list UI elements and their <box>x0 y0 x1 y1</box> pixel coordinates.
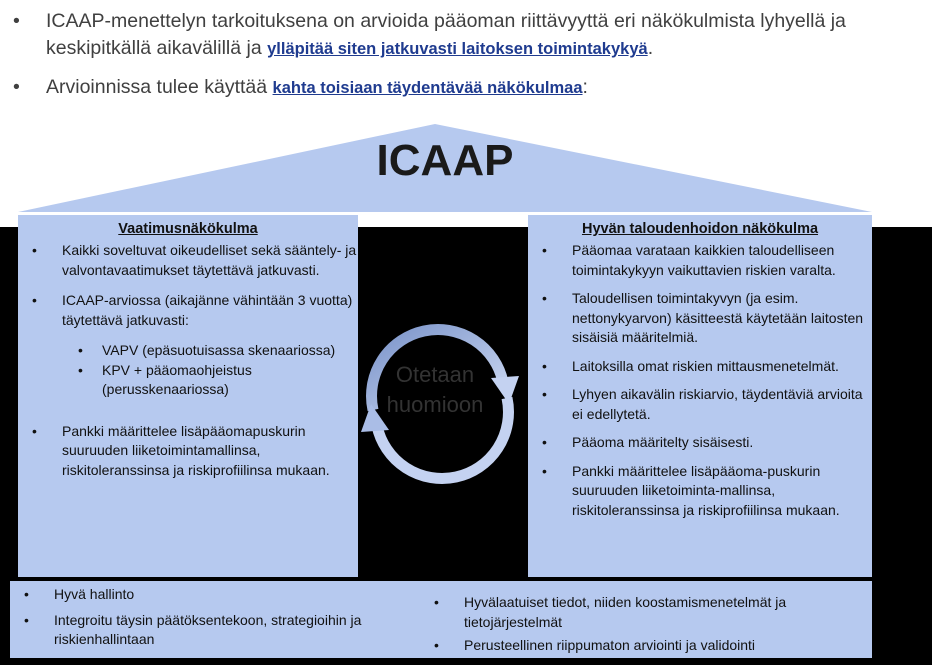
left-item: • ICAAP-arviossa (aikajänne vähintään 3 vuotta) täytettävä jatkuvasti: <box>18 291 358 330</box>
left-item: • Kaikki soveltuvat oikeudelliset sekä sääntely- ja valvontavaatimukset täytettävä jatkuvasti. <box>18 241 358 280</box>
right-item: • Pääomaa varataan kaikkien taloudelliseen toimintakykyyn vaikuttavien riskien varalta. <box>528 241 872 280</box>
bottom-panel <box>10 581 872 658</box>
left-item: • Pankki määrittelee lisäpääomapuskurin suuruuden liiketoimintamallinsa, riskitoleranssinsa ja riskiprofiilinsa mukaan. <box>18 422 358 481</box>
icaap-title: ICAAP <box>376 136 514 185</box>
intro-bullet-1-link[interactable]: ylläpitää siten jatkuvasti laitoksen toimintakykyä <box>267 40 648 58</box>
cycle-label-line-1: Otetaan <box>395 362 475 387</box>
right-item: • Pääoma määritelty sisäisesti. <box>528 433 872 453</box>
intro-bullet-2: • Arvioinnissa tulee käyttää kahta toisiaan täydentävää näkökulmaa: <box>13 76 588 98</box>
cycle-label <box>370 360 500 420</box>
cycle-label-line-2: huomioon <box>386 392 484 417</box>
left-panel <box>18 215 358 577</box>
left-subitem: • KPV + pääomaohjeistus (perusskenaariossa) <box>18 361 358 400</box>
bottom-left-item: • Integroitu täysin päätöksentekoon, strategioihin ja riskienhallintaan <box>10 611 370 650</box>
intro-bullet-1-text: ICAAP-menettelyn tarkoituksena on arvioida pääoman riittävyyttä eri näkökulmista lyhyellä ja keskipitkällä aikavälillä ja <box>46 10 846 59</box>
bottom-right-item: • Hyvälaatuiset tiedot, niiden koostamismenetelmät ja tietojärjestelmät <box>420 593 860 632</box>
left-subitem: • VAPV (epäsuotuisassa skenaariossa) <box>18 341 358 361</box>
right-item: • Laitoksilla omat riskien mittausmenetelmät. <box>528 357 872 377</box>
intro-bullet-1: • ICAAP-menettelyn tarkoituksena on arvioida pääoman riittävyyttä eri näkökulmista lyhyellä ja keskipitkällä aikavälillä ja ylläpitää siten jatkuvasti laitoksen toimintakykyä. <box>13 10 846 59</box>
bottom-right-item: • Perusteellinen riippumaton arviointi ja validointi <box>420 636 860 656</box>
right-panel-heading: Hyvän taloudenhoidon näkökulma <box>581 221 819 237</box>
intro-bullet-2-link[interactable]: kahta toisiaan täydentävää näkökulmaa <box>272 79 583 97</box>
left-panel-heading: Vaatimusnäkökulma <box>118 221 258 237</box>
right-item: • Lyhyen aikavälin riskiarvio, täydentäviä arvioita ei edellytetä. <box>528 385 872 424</box>
right-panel <box>528 215 872 577</box>
right-item: • Pankki määrittelee lisäpääoma-puskurin suuruuden liiketoiminta-mallinsa, riskitoleranssinsa ja riskiprofiilinsa mukaan. <box>528 462 872 521</box>
bottom-left-item: • Hyvä hallinto <box>10 585 370 605</box>
right-item: • Taloudellisen toimintakyvyn (ja esim. nettonykyarvon) käsitteestä käytetään laitosten sisäisiä määritelmiä. <box>528 289 872 348</box>
intro-bullet-2-text: Arvioinnissa tulee käyttää <box>46 76 268 98</box>
